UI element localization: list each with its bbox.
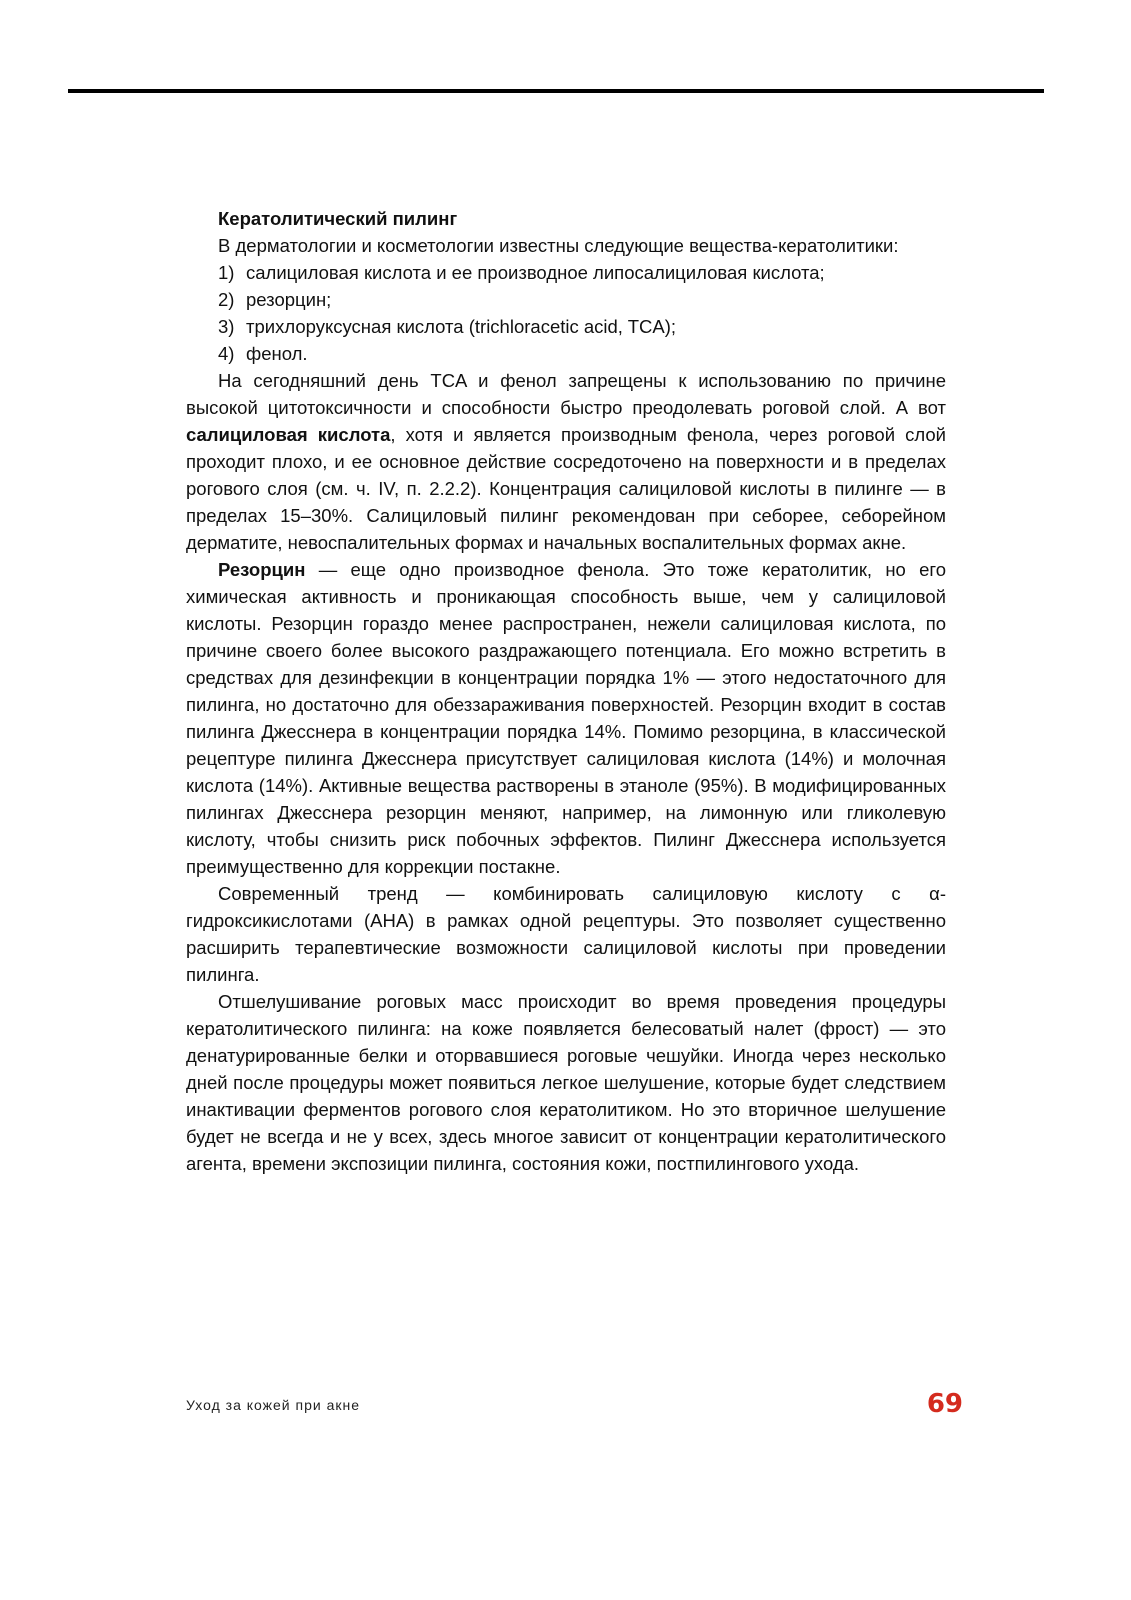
list-text: трихлоруксусная кислота (trichloracetic acid, TCA);	[246, 316, 677, 337]
running-footer-title: Уход за кожей при акне	[186, 1397, 361, 1413]
list-text: резорцин;	[246, 289, 332, 310]
page-content	[186, 205, 946, 1177]
paragraph-salicylic	[186, 367, 946, 556]
list-number: 1)	[218, 262, 235, 283]
list-number: 4)	[218, 343, 235, 364]
list-item	[186, 259, 946, 286]
list-item	[186, 340, 946, 367]
paragraph-trend: Современный тренд — комбинировать салициловую кислоту с α-гидроксикислотами (AHA) в рамках одной рецептуры. Это позволяет существенно расширить терапевтические возможности салициловой кислоты при проведении пилинга.	[186, 883, 946, 985]
list-number: 2)	[218, 289, 235, 310]
paragraph-resorcinol	[186, 556, 946, 880]
list-text: фенол.	[246, 343, 308, 364]
bold-term-salicylic: салициловая кислота	[186, 424, 391, 445]
list-text: салициловая кислота и ее производное липосалициловая кислота;	[246, 262, 825, 283]
list-item	[186, 286, 946, 313]
top-rule	[68, 89, 1044, 93]
list-number: 3)	[218, 316, 235, 337]
page-number: 69	[926, 1389, 963, 1419]
section-title: Кератолитический пилинг	[218, 208, 458, 229]
list-item	[186, 313, 946, 340]
bold-term-resorcinol: Резорцин	[218, 559, 306, 580]
paragraph-text: На сегодняшний день TCA и фенол запрещены к использованию по причине высокой цитотоксичности и способности быстро преодолевать роговой слой. А вот	[186, 370, 946, 418]
paragraph-exfoliation: Отшелушивание роговых масс происходит во время проведения процедуры кератолитического пилинга: на коже появляется белесоватый налет (фрост) — это денатурированные белки и оторвавшиеся роговые чешуйки. Иногда через несколько дней после процедуры может появиться легкое шелушение, которые будет следствием инактивации ферментов рогового слоя кератолитиком. Но это вторичное шелушение будет не всегда и не у всех, здесь многое зависит от концентрации кератолитического агента, времени экспозиции пилинга, состояния кожи, постпилингового ухода.	[186, 991, 946, 1174]
paragraph-text: , хотя и является производным фенола, через роговой слой проходит плохо, и ее основное действие сосредоточено на поверхности и в пределах рогового слоя (см. ч. IV, п. 2.2.2). Концентрация салициловой кислоты в пилинге — в пределах 15–30%. Салициловый пилинг рекомендован при себорее, себорейном дерматите, невоспалительных формах и начальных воспалительных формах акне.	[186, 424, 946, 553]
intro-paragraph: В дерматологии и косметологии известны следующие вещества-кератолитики:	[218, 235, 899, 256]
paragraph-text: — еще одно производное фенола. Это тоже кератолитик, но его химическая активность и проникающая способность выше, чем у салициловой кислоты. Резорцин гораздо менее распространен, нежели салициловая кислота, по причине своего более высокого раздражающего потенциала. Его можно встретить в средствах для дезинфекции в концентрации порядка 1% — этого недостаточного для пилинга, но достаточно для обеззараживания поверхностей. Резорцин входит в состав пилинга Джесснера в концентрации порядка 14%. Помимо резорцина, в классической рецептуре пилинга Джесснера присутствует салициловая кислота (14%) и молочная кислота (14%). Активные вещества растворены в этаноле (95%). В модифицированных пилингах Джесснера резорцин меняют, например, на лимонную или гликолевую кислоту, чтобы снизить риск побочных эффектов. Пилинг Джесснера используется преимущественно для коррекции постакне.	[186, 559, 946, 877]
keratolytics-list	[186, 259, 946, 367]
